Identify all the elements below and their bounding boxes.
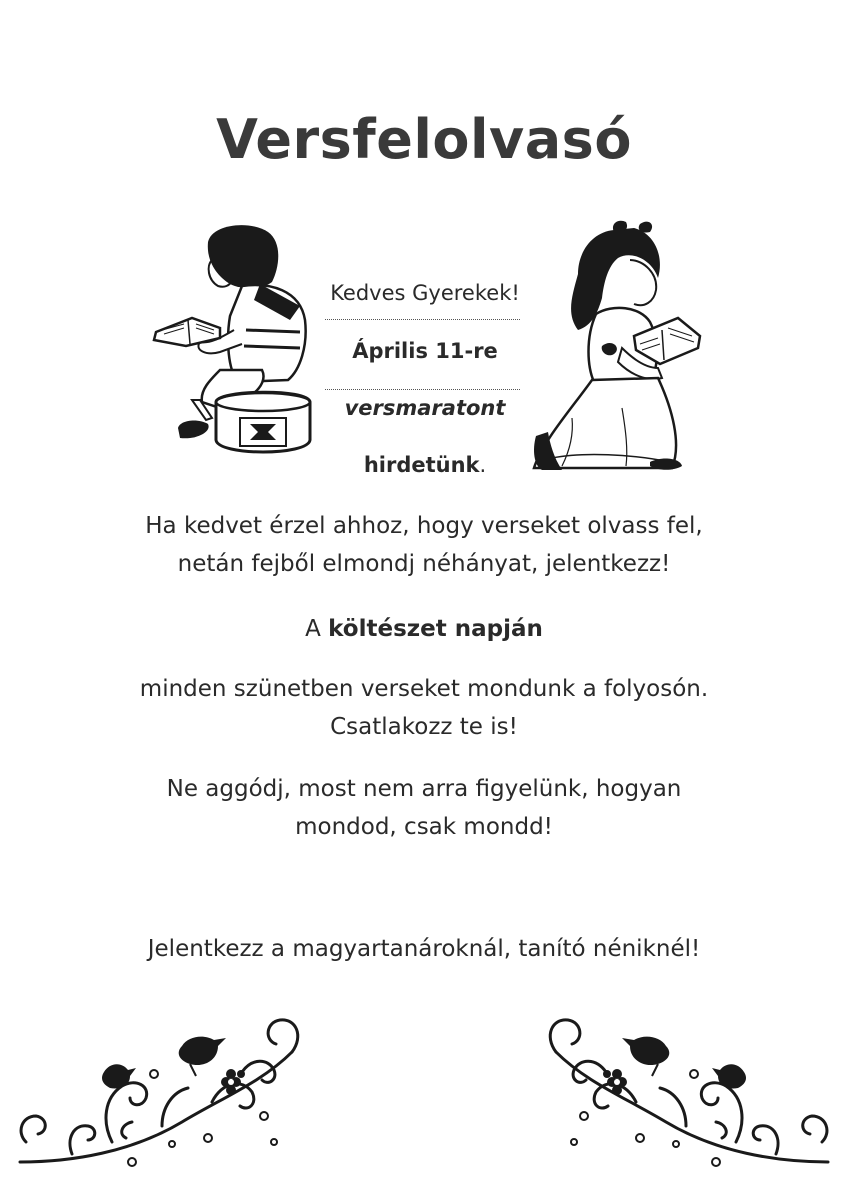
invitation-line-1: Ha kedvet érzel ahhoz, hogy verseket olvass fel, bbox=[145, 513, 703, 539]
event-name: versmaratont bbox=[344, 396, 506, 420]
poetry-day-line bbox=[0, 610, 848, 648]
boy-reading-icon bbox=[150, 220, 320, 460]
event-date: Április 11-re bbox=[352, 339, 498, 363]
announce-line bbox=[310, 453, 540, 477]
bird-flourish-icon bbox=[12, 1012, 322, 1182]
page-title: Versfelolvasó bbox=[216, 108, 632, 171]
reassurance-paragraph bbox=[0, 770, 848, 846]
announce-verb: hirdetünk bbox=[363, 453, 480, 477]
invitation-paragraph bbox=[0, 507, 848, 583]
poetry-day-prefix: A bbox=[305, 616, 329, 642]
reassurance-line-2: mondod, csak mondd! bbox=[295, 814, 553, 840]
poetry-day-bold: költészet napján bbox=[328, 616, 543, 642]
bird-flourish-icon bbox=[526, 1012, 836, 1182]
schedule-line-1: minden szünetben verseket mondunk a folyosón. bbox=[139, 676, 709, 702]
schedule-line-2: Csatlakozz te is! bbox=[330, 714, 518, 740]
reassurance-line-1: Ne aggódj, most nem arra figyelünk, hogyan bbox=[166, 776, 682, 802]
greeting: Kedves Gyerekek! bbox=[330, 281, 520, 305]
signup-line: Jelentkezz a magyartanároknál, tanító néniknél! bbox=[147, 936, 701, 962]
schedule-paragraph bbox=[0, 670, 848, 746]
girl-reading-icon bbox=[522, 218, 702, 480]
dotted-divider bbox=[325, 319, 520, 320]
dotted-divider bbox=[325, 389, 520, 390]
announce-period: . bbox=[479, 453, 487, 477]
invitation-line-2: netán fejből elmondj néhányat, jelentkezz! bbox=[177, 551, 671, 577]
